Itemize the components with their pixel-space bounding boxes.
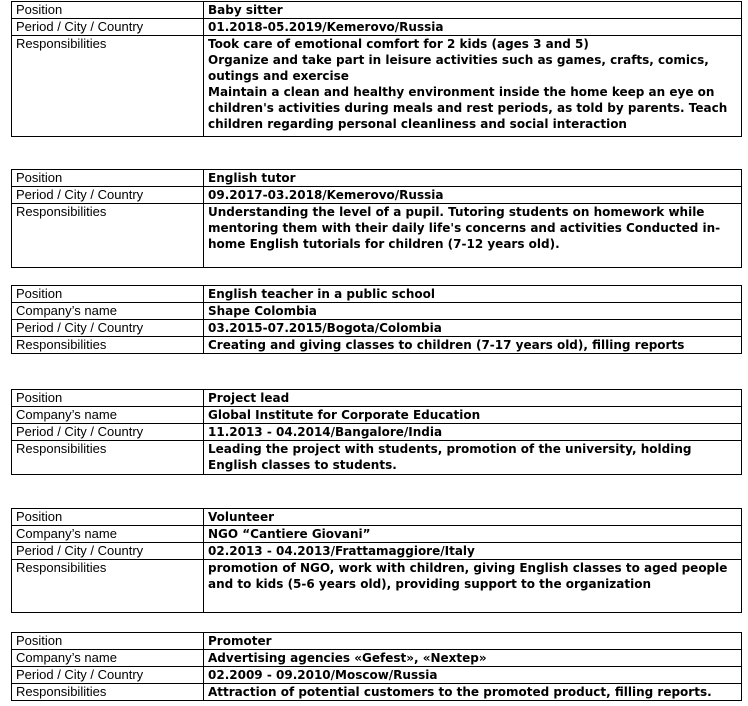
position-value: Promoter: [204, 633, 742, 650]
company-value: Shape Colombia: [204, 303, 742, 320]
position-label: Position: [12, 286, 204, 303]
position-value: Volunteer: [204, 509, 742, 526]
responsibilities-value: promotion of NGO, work with children, giving English classes to aged people and to kids (5-6 years old), providing support to the organization: [204, 560, 742, 613]
responsibilities-label: Responsibilities: [12, 441, 204, 475]
company-value: Advertising agencies «Gefest», «Nextep»: [204, 650, 742, 667]
company-value: Global Institute for Corporate Education: [204, 407, 742, 424]
responsibilities-label: Responsibilities: [12, 204, 204, 268]
position-label: Position: [12, 509, 204, 526]
period-value: 11.2013 - 04.2014/Bangalore/India: [204, 424, 742, 441]
responsibilities-label: Responsibilities: [12, 36, 204, 137]
responsibilities-label: Responsibilities: [12, 684, 204, 701]
position-label: Position: [12, 390, 204, 407]
period-value: 02.2009 - 09.2010/Moscow/Russia: [204, 667, 742, 684]
experience-entry: [11, 285, 742, 354]
responsibilities-value: Creating and giving classes to children (7-17 years old), filling reports: [204, 337, 742, 354]
responsibilities-value: [204, 36, 742, 137]
position-value: English tutor: [204, 170, 742, 187]
responsibilities-label: Responsibilities: [12, 337, 204, 354]
responsibilities-value: Understanding the level of a pupil. Tutoring students on homework while mentoring them with their daily life's concerns and activities Conducted in-home English tutorials for children (7-12 years old).: [204, 204, 742, 268]
period-label: Period / City / Country: [12, 187, 204, 204]
period-label: Period / City / Country: [12, 543, 204, 560]
period-label: Period / City / Country: [12, 667, 204, 684]
responsibility-line: Took care of emotional comfort for 2 kids (ages 3 and 5): [208, 37, 589, 51]
period-value: 02.2013 - 04.2013/Frattamaggiore/Italy: [204, 543, 742, 560]
experience-entry: [11, 1, 742, 137]
position-label: Position: [12, 633, 204, 650]
experience-entry: [11, 632, 742, 701]
responsibility-line: Organize and take part in leisure activities such as games, crafts, comics, outings and exercise: [208, 53, 709, 83]
experience-entry: [11, 508, 742, 613]
responsibilities-value: Attraction of potential customers to the promoted product, filling reports.: [204, 684, 742, 701]
position-label: Position: [12, 2, 204, 19]
experience-entry: [11, 169, 742, 268]
period-label: Period / City / Country: [12, 320, 204, 337]
period-label: Period / City / Country: [12, 19, 204, 36]
period-label: Period / City / Country: [12, 424, 204, 441]
company-label: Company’s name: [12, 526, 204, 543]
period-value: 01.2018-05.2019/Kemerovo/Russia: [204, 19, 742, 36]
period-value: 03.2015-07.2015/Bogota/Colombia: [204, 320, 742, 337]
period-value: 09.2017-03.2018/Kemerovo/Russia: [204, 187, 742, 204]
company-value: NGO “Cantiere Giovani”: [204, 526, 742, 543]
position-value: English teacher in a public school: [204, 286, 742, 303]
responsibility-line: Maintain a clean and healthy environment inside the home keep an eye on children's activities during meals and rest periods, as told by parents. Teach children regarding personal cleanliness and social interaction: [208, 85, 728, 131]
responsibilities-value: Leading the project with students, promotion of the university, holding English classes to students.: [204, 441, 742, 475]
company-label: Company’s name: [12, 650, 204, 667]
position-label: Position: [12, 170, 204, 187]
company-label: Company’s name: [12, 303, 204, 320]
position-value: Baby sitter: [204, 2, 742, 19]
responsibilities-label: Responsibilities: [12, 560, 204, 613]
company-label: Company’s name: [12, 407, 204, 424]
position-value: Project lead: [204, 390, 742, 407]
experience-entry: [11, 389, 742, 475]
